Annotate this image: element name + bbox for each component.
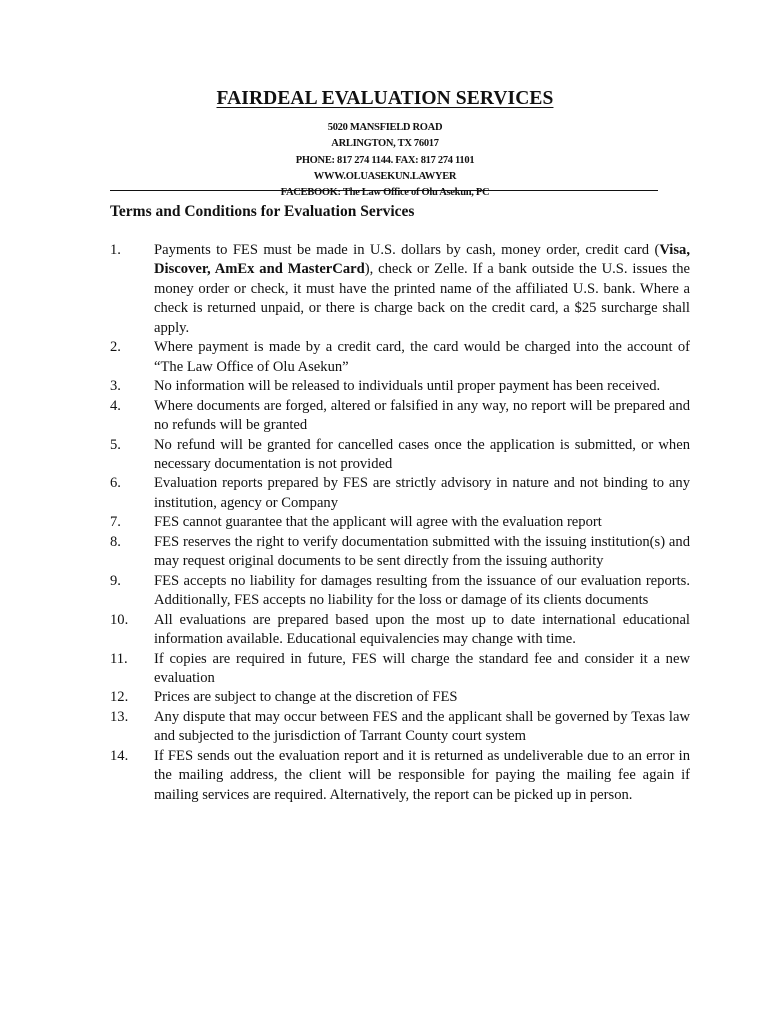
- term-text-run: ), check or Zelle. If a bank outside the U.S. issues the money order or check, it must have the printed name of the affiliated U.S. bank. Where a check is returned unpaid, or there is charge back on the credit card, a $25 surcharge shall apply.: [154, 261, 690, 336]
- term-text-run: No information will be released to individuals until proper payment has been received.: [154, 378, 661, 395]
- term-text: [154, 474, 690, 513]
- term-text: [154, 747, 690, 805]
- term-text: [154, 650, 690, 689]
- term-text-run: Where documents are forged, altered or falsified in any way, no report will be prepared and no refunds will be granted: [154, 397, 690, 434]
- term-text: [154, 533, 690, 572]
- term-item: [0, 513, 770, 532]
- term-text: [154, 688, 690, 707]
- term-item: [0, 611, 770, 650]
- term-text-run: Where payment is made by a credit card, the card would be charged into the account of “The Law Office of Olu Asekun”: [154, 339, 690, 375]
- address-city: ARLINGTON, TX 76017: [331, 138, 439, 150]
- term-item: [0, 377, 770, 396]
- address-website: WWW.OLUASEKUN.LAWYER: [313, 170, 457, 182]
- term-item: [0, 533, 770, 572]
- term-item: [0, 650, 770, 689]
- term-text-run: FES cannot guarantee that the applicant will agree with the evaluation report: [154, 514, 602, 531]
- term-text-run: No refund will be granted for cancelled cases once the application is submitted, or when necessary documentation is not provided: [154, 436, 690, 472]
- page-title: FAIRDEAL EVALUATION SERVICES: [216, 88, 554, 109]
- term-number: 3.: [110, 378, 121, 395]
- term-number: 8.: [110, 533, 121, 550]
- term-text: [154, 572, 690, 611]
- term-text-run: If FES sends out the evaluation report and it is returned as undeliverable due to an error in the mailing address, the client will be responsible for paying the mailing fee again if mailing services are required. Alternatively, the report can be picked up in person.: [154, 747, 690, 803]
- header-divider: [110, 190, 658, 191]
- term-text: [154, 338, 690, 377]
- term-text: [154, 377, 690, 396]
- term-text: [154, 436, 690, 475]
- term-number: 4.: [110, 397, 121, 414]
- term-text-run: FES reserves the right to verify documentation submitted with the issuing institution(s) and may request original documents to be sent directly from the issuing authority: [154, 533, 690, 570]
- term-text-run: All evaluations are prepared based upon the most up to date international educational information available. Educational equivalencies may change with time.: [154, 611, 690, 648]
- address-street: 5020 MANSFIELD ROAD: [327, 122, 443, 133]
- term-item: [0, 688, 770, 707]
- term-number: 11.: [110, 650, 128, 667]
- terms-heading: Terms and Conditions for Evaluation Services: [110, 203, 415, 220]
- term-text: [154, 708, 690, 747]
- term-item: [0, 436, 770, 475]
- term-text-run: Evaluation reports prepared by FES are strictly advisory in nature and not binding to any institution, agency or Company: [154, 475, 690, 511]
- term-text-run: Any dispute that may occur between FES and the applicant shall be governed by Texas law and subjected to the jurisdiction of Tarrant County court system: [154, 708, 690, 745]
- terms-list: [0, 241, 770, 805]
- term-text-emphasis: Visa, Discover, AmEx and MasterCard: [154, 242, 690, 278]
- term-number: 5.: [110, 436, 121, 453]
- term-number: 1.: [110, 242, 121, 258]
- term-item: [0, 241, 770, 338]
- term-item: [0, 397, 770, 436]
- term-number: 9.: [110, 572, 121, 589]
- term-text: [154, 611, 690, 650]
- term-item: [0, 708, 770, 747]
- term-text: [154, 241, 690, 338]
- term-number: 7.: [110, 514, 121, 531]
- term-number: 13.: [110, 708, 129, 725]
- term-number: 6.: [110, 475, 121, 492]
- term-text: [154, 513, 690, 532]
- term-text-run: Prices are subject to change at the discretion of FES: [154, 689, 458, 706]
- address-phone-fax: PHONE: 817 274 1144. FAX: 817 274 1101: [295, 154, 475, 166]
- term-item: [0, 338, 770, 377]
- term-number: 10.: [110, 611, 129, 628]
- term-number: 2.: [110, 339, 121, 356]
- term-text-run: Payments to FES must be made in U.S. dollars by cash, money order, credit card (: [154, 242, 660, 258]
- term-text-run: If copies are required in future, FES will charge the standard fee and consider it a new evaluation: [154, 650, 690, 686]
- term-item: [0, 747, 770, 805]
- address-facebook: FACEBOOK: The Law Office of Olu Asekun, PC: [280, 187, 490, 199]
- term-number: 14.: [110, 747, 129, 764]
- term-text-run: FES accepts no liability for damages resulting from the issuance of our evaluation reports. Additionally, FES accepts no liability for the loss or damage of its clients documents: [154, 572, 690, 609]
- term-text: [154, 397, 690, 436]
- term-item: [0, 572, 770, 611]
- term-number: 12.: [110, 689, 129, 706]
- term-item: [0, 474, 770, 513]
